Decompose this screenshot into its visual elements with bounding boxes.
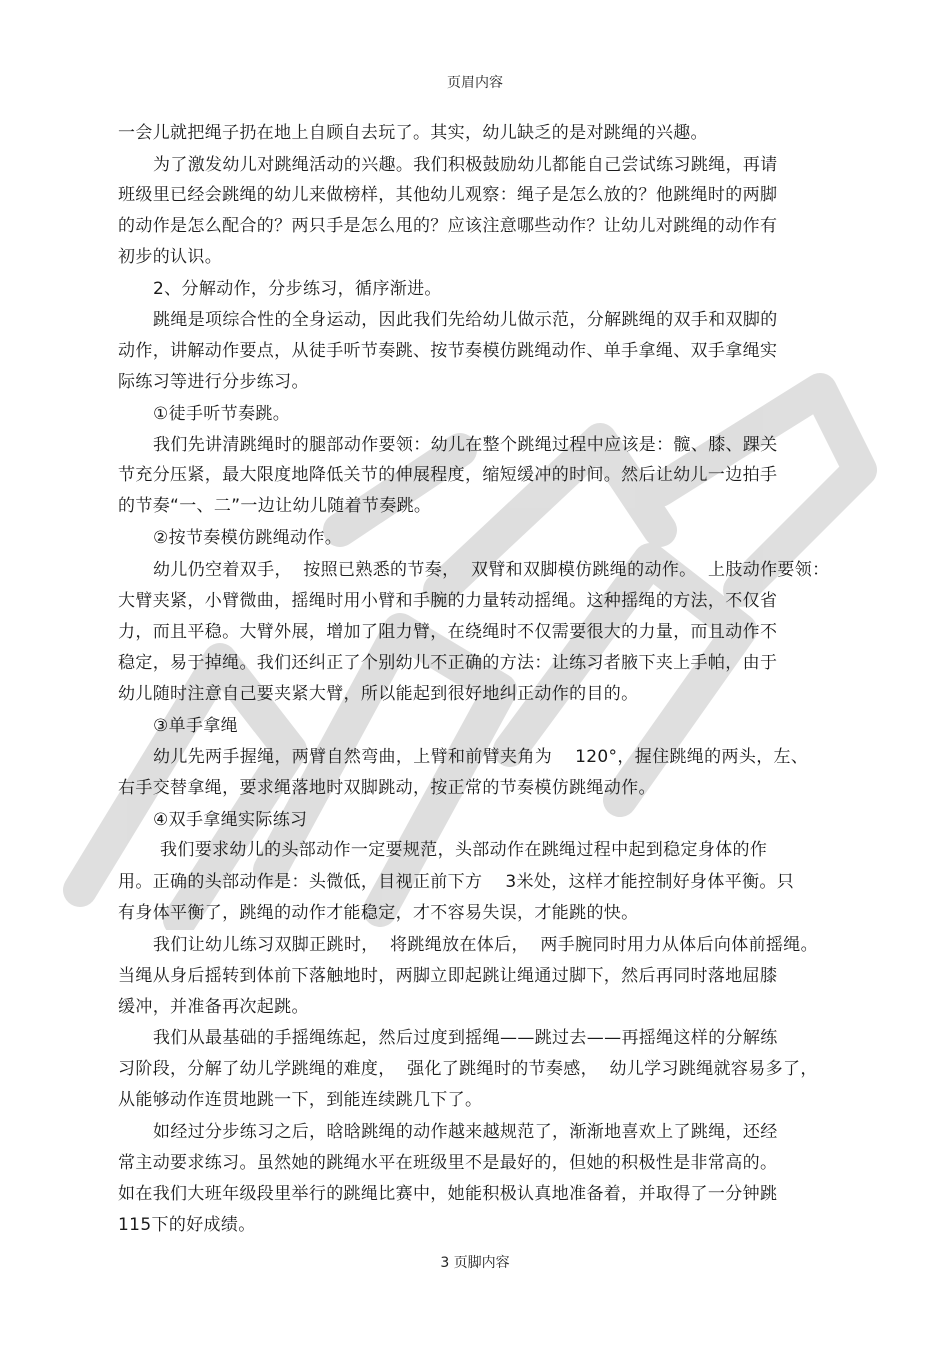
body-line: 幼儿先两手握绳，两臂自然弯曲，上臂和前臂夹角为 120°，握住跳绳的两头，左、: [153, 747, 809, 767]
subsection-heading: ①徒手听节奏跳。: [153, 404, 291, 424]
body-line: 从能够动作连贯地跳一下，到能连续跳几下了。: [118, 1090, 483, 1110]
body-line: 力，而且平稳。大臂外展，增加了阻力臂，在绕绳时不仅需要很大的力量，而且动作不: [118, 622, 778, 642]
body-line: 缓冲，并准备再次起跳。: [118, 997, 309, 1017]
section-heading: 2、分解动作，分步练习，循序渐进。: [153, 279, 442, 299]
body-line: 幼儿仍空着双手， 按照已熟悉的节奏， 双臂和双脚模仿跳绳的动作。 上肢动作要领：: [153, 560, 830, 580]
body-line: 右手交替拿绳，要求绳落地时双脚跳动，按正常的节奏模仿跳绳动作。: [118, 778, 656, 798]
body-line: 大臂夹紧，小臂微曲，摇绳时用小臂和手腕的力量转动摇绳。这种摇绳的方法，不仅省: [118, 591, 778, 611]
footer-text: 页脚内容: [453, 1255, 510, 1271]
body-line: 节充分压紧，最大限度地降低关节的伸展程度，缩短缓冲的时间。然后让幼儿一边拍手: [118, 465, 778, 485]
body-line: 我们先讲清跳绳时的腿部动作要领：幼儿在整个跳绳过程中应该是：髋、膝、踝关: [153, 435, 778, 455]
body-line: 如在我们大班年级段里举行的跳绳比赛中，她能积极认真地准备着，并取得了一分钟跳: [118, 1184, 778, 1204]
subsection-heading: ②按节奏模仿跳绳动作。: [153, 528, 343, 548]
body-line: 的动作是怎么配合的？两只手是怎么甩的？应该注意哪些动作？让幼儿对跳绳的动作有: [118, 216, 778, 236]
body-line: 一会儿就把绳子扔在地上自顾自去玩了。其实，幼儿缺乏的是对跳绳的兴趣。: [118, 123, 708, 143]
subsection-heading: ④双手拿绳实际练习: [153, 810, 308, 830]
body-line: 当绳从身后摇转到体前下落触地时，两脚立即起跳让绳通过脚下，然后再同时落地屈膝: [118, 966, 778, 986]
page-number: 3: [440, 1255, 450, 1271]
body-line: 初步的认识。: [118, 247, 223, 267]
body-line: 有身体平衡了，跳绳的动作才能稳定，才不容易失误，才能跳的快。: [118, 903, 639, 923]
page-footer: [0, 1252, 950, 1272]
body-line: 常主动要求练习。虽然她的跳绳水平在班级里不是最好的，但她的积极性是非常高的。: [118, 1153, 778, 1173]
body-line: 班级里已经会跳绳的幼儿来做榜样，其他幼儿观察：绳子是怎么放的？他跳绳时的两脚: [118, 185, 778, 205]
body-line: 为了激发幼儿对跳绳活动的兴趣。我们积极鼓励幼儿都能自己尝试练习跳绳，再请: [153, 155, 778, 175]
subsection-heading: ③单手拿绳: [153, 716, 238, 736]
body-line: 我们要求幼儿的头部动作一定要规范，头部动作在跳绳过程中起到稳定身体的作: [160, 840, 768, 860]
body-line: 用。正确的头部动作是：头微低，目视正前下方 3米处，这样才能控制好身体平衡。只: [118, 872, 795, 892]
body-line: 幼儿随时注意自己要夹紧大臂，所以能起到很好地纠正动作的目的。: [118, 684, 639, 704]
body-line: 如经过分步练习之后，晗晗跳绳的动作越来越规范了，渐渐地喜欢上了跳绳，还经: [153, 1122, 778, 1142]
body-line: 动作，讲解动作要点，从徒手听节奏跳、按节奏模仿跳绳动作、单手拿绳、双手拿绳实: [118, 341, 778, 361]
body-line: 际练习等进行分步练习。: [118, 372, 309, 392]
body-line: 我们从最基础的手摇绳练起，然后过度到摇绳——跳过去——再摇绳这样的分解练: [153, 1028, 778, 1048]
body-line: 的节奏“一、二”一边让幼儿随着节奏跳。: [118, 496, 432, 516]
body-line: 习阶段，分解了幼儿学跳绳的难度， 强化了跳绳时的节奏感， 幼儿学习跳绳就容易多了，: [118, 1059, 818, 1079]
body-line: 115下的好成绩。: [118, 1215, 256, 1235]
body-line: 我们让幼儿练习双脚正跳时， 将跳绳放在体后， 两手腕同时用力从体后向体前摇绳。: [153, 935, 818, 955]
body-line: 稳定，易于掉绳。我们还纠正了个别幼儿不正确的方法：让练习者腋下夹上手帕，由于: [118, 653, 778, 673]
page-header: 页眉内容: [447, 75, 503, 91]
body-line: 跳绳是项综合性的全身运动，因此我们先给幼儿做示范，分解跳绳的双手和双脚的: [153, 310, 778, 330]
